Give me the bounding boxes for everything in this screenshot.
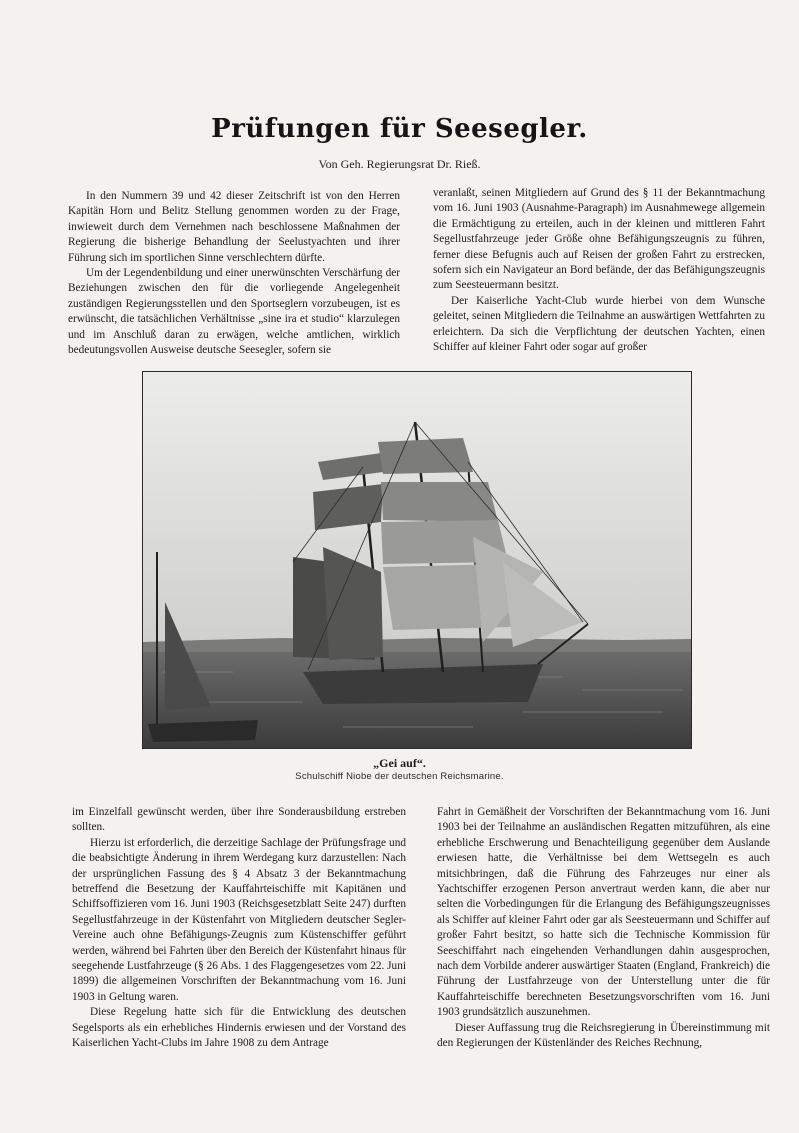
figure-title: „Gei auf“. <box>373 756 426 770</box>
ship-illustration <box>143 372 692 749</box>
author-byline: Von Geh. Regierungsrat Dr. Rieß. <box>318 157 481 171</box>
paragraph: Der Kaiserliche Yacht-Club wurde hierbei von dem Wunsche geleitet, seinen Mitgliedern die Teilnahme an auswärtigen Wettfahrten zu erleichtern. Da sich die Verpflichtung der deutschen Yachten, einen Schiffer auf kleiner Fahrt oder sogar auf großer <box>433 294 765 354</box>
paragraph: Hierzu ist erforderlich, die derzeitige Sachlage der Prüfungsfrage und die beabsichtigte Änderung in ihrem Werdegang kurz darzustellen: Nach der ursprünglichen Fassung des § 4 Absatz 3 der Bekanntmachung betreffend die Besetzung der Kauffahrteischiffe mit Kapitänen und Schiffsoffizieren vom 16. Juni 1903 (Reichsgesetzblatt Seite 247) durften Segellustfahrzeuge in der Küstenfahrt von Mitgliedern deutscher Segler-Vereine auch ohne Befähigungs-Zeugnis zum Küstenschiffer geführt werden, während bei Fahrten über den Bereich der Küstenfahrt hinaus für seegehende Lustfahrzeuge (§ 26 Abs. 1 des Flaggengesetzes vom 22. Juni 1899) die allgemeinen Vorschriften der Bekanntmachung vom 16. Juni 1903 in Geltung waren. <box>72 836 406 1003</box>
paragraph: In den Nummern 39 und 42 dieser Zeitschrift ist von den Herren Kapitän Horn und Belitz Stellung genommen worden zu der Frage, inwieweit durch dem Vernehmen nach beschlossene Maßnahmen der Regierung die bisherige Behandlung der Seelustyachten und ihrer Führung sich im sportlichen Sinne verschlechtern dürfte. <box>68 190 400 264</box>
column-3 <box>72 805 406 1052</box>
paragraph: Diese Regelung hatte sich für die Entwicklung des deutschen Segelsports als ein erhebliches Hindernis erwiesen und der Vorstand des Kaiserlichen Yacht-Clubs im Jahre 1908 zu dem Antrage <box>72 1006 406 1050</box>
paragraph: Um der Legendenbildung und einer unerwünschten Verschärfung der Beziehungen zwischen den für die vorliegende Angelegenheit zuständigen Regierungsstellen und den Sportseglern vorzubeugen, ist es erwünscht, die tatsächlichen Verhältnisse „sine ira et studio“ klarzulegen und im Anschluß daran zu erwägen, welche amtlichen, wirklich bedeutungsvollen Ausweise deutsche Seesegler, sofern sie <box>68 267 400 357</box>
column-4 <box>437 805 770 1052</box>
ship-photograph <box>142 371 692 749</box>
figure-caption: Schulschiff Niobe der deutschen Reichsmarine. <box>295 771 504 782</box>
paragraph: Dieser Auffassung trug die Reichsregierung in Übereinstimmung mit den Regierungen der Küstenländer des Reiches Rechnung, <box>437 1021 770 1050</box>
paragraph: Fahrt in Gemäßheit der Vorschriften der Bekanntmachung vom 16. Juni 1903 bei der Teilnahme an ausländischen Regatten mitzuführen, als eine erhebliche Erschwerung und Benachteiligung gegenüber dem Auslande erwiesen hatte, die Verhältnisse bei dem Wettsegeln es auch mitsichbringen, daß die Führung des Fahrzeuges nur einer als Yachtschiffer erzogenen Person anvertraut werden kann, die aber nur selten die Vorbedingungen für die Erlangung des Befähigungszeugnisses als Schiffer auf kleiner Fahrt oder gar als Seesteuermann und Schiffer auf großer Fahrt besitzt, so hatte sich die Technische Kommission für Seeschiffahrt nach eingehenden Verhandlungen dahin ausgesprochen, nach dem Vorbilde anderer auswärtiger Staaten (England, Frankreich) die Führung der Lustfahrzeuge von der Unterstellung unter die für Kauffahrteischiffe berechneten Besetzungsvorschriften vom 16. Juni 1903 grundsätzlich auszunehmen. <box>437 806 770 1019</box>
column-1 <box>68 189 400 358</box>
page-title: Prüfungen für Seesegler. <box>211 114 588 144</box>
paragraph: veranlaßt, seinen Mitgliedern auf Grund des § 11 der Bekanntmachung vom 16. Juni 1903 (Ausnahme-Paragraph) im Ausnahmewege allgemein die Ermächtigung zu erteilen, auch in der kleinen und mittleren Fahrt Segellustfahrzeuge jeder Größe ohne Befähigungszeugnis zu führen, ferner diese Befugnis auch auf Reisen der großen Fahrt zu erstrecken, sofern sich ein Navigateur an Bord befände, der das Befähigungszeugnis zum Seesteuermann besitzt. <box>433 187 765 292</box>
paragraph: im Einzelfall gewünscht werden, über ihre Sonderausbildung erstreben sollten. <box>72 806 406 834</box>
column-2 <box>433 186 765 355</box>
